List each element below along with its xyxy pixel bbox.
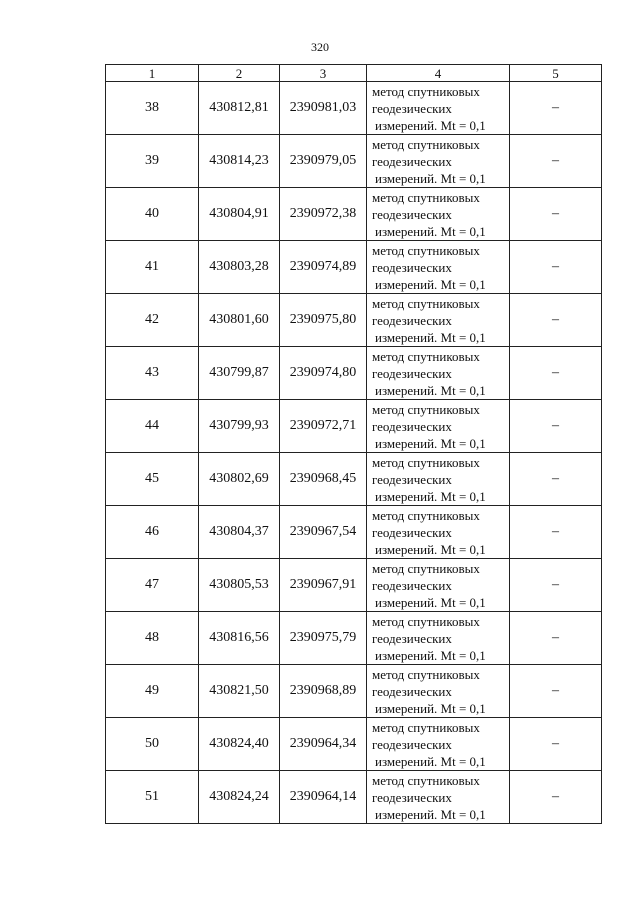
method-cell <box>367 241 510 294</box>
y-coordinate-cell: 2390979,05 <box>280 135 367 188</box>
point-number-cell: 51 <box>106 771 199 824</box>
method-cell <box>367 82 510 135</box>
x-coordinate-cell: 430804,91 <box>199 188 280 241</box>
method-line: геодезических <box>372 100 452 116</box>
method-line: измерений. Mt = 0,1 <box>375 170 486 186</box>
y-coordinate-cell: 2390967,54 <box>280 506 367 559</box>
method-cell <box>367 347 510 400</box>
point-number-cell: 43 <box>106 347 199 400</box>
method-line: измерений. Mt = 0,1 <box>375 541 486 557</box>
method-line: метод спутниковых <box>372 136 480 152</box>
method-line: метод спутниковых <box>372 242 480 258</box>
table-row <box>106 665 602 718</box>
y-coordinate-cell: 2390975,80 <box>280 294 367 347</box>
note-cell: – <box>510 135 602 188</box>
x-coordinate-cell: 430804,37 <box>199 506 280 559</box>
method-line: геодезических <box>372 524 452 540</box>
table-row <box>106 188 602 241</box>
method-line: измерений. Mt = 0,1 <box>375 806 486 822</box>
x-coordinate-cell: 430805,53 <box>199 559 280 612</box>
page-number: 320 <box>311 40 329 54</box>
method-line: измерений. Mt = 0,1 <box>375 435 486 451</box>
column-header-5: 5 <box>510 65 602 82</box>
note-cell: – <box>510 188 602 241</box>
note-cell: – <box>510 241 602 294</box>
x-coordinate-cell: 430803,28 <box>199 241 280 294</box>
method-cell <box>367 718 510 771</box>
y-coordinate-cell: 2390981,03 <box>280 82 367 135</box>
note-cell: – <box>510 453 602 506</box>
table-row <box>106 135 602 188</box>
method-line: измерений. Mt = 0,1 <box>375 382 486 398</box>
x-coordinate-cell: 430814,23 <box>199 135 280 188</box>
column-header-1: 1 <box>106 65 199 82</box>
method-cell <box>367 559 510 612</box>
table-row <box>106 400 602 453</box>
method-line: метод спутниковых <box>372 189 480 205</box>
y-coordinate-cell: 2390972,38 <box>280 188 367 241</box>
table-row <box>106 718 602 771</box>
x-coordinate-cell: 430802,69 <box>199 453 280 506</box>
method-line: измерений. Mt = 0,1 <box>375 647 486 663</box>
method-line: геодезических <box>372 683 452 699</box>
table-body <box>106 82 602 824</box>
point-number-cell: 46 <box>106 506 199 559</box>
point-number-cell: 47 <box>106 559 199 612</box>
x-coordinate-cell: 430816,56 <box>199 612 280 665</box>
point-number-cell: 49 <box>106 665 199 718</box>
note-cell: – <box>510 347 602 400</box>
point-number-cell: 40 <box>106 188 199 241</box>
method-line: геодезических <box>372 736 452 752</box>
note-cell: – <box>510 294 602 347</box>
y-coordinate-cell: 2390964,14 <box>280 771 367 824</box>
method-cell <box>367 771 510 824</box>
method-line: метод спутниковых <box>372 613 480 629</box>
method-line: геодезических <box>372 577 452 593</box>
method-cell <box>367 612 510 665</box>
point-number-cell: 38 <box>106 82 199 135</box>
note-cell: – <box>510 559 602 612</box>
method-line: измерений. Mt = 0,1 <box>375 594 486 610</box>
method-cell <box>367 188 510 241</box>
method-line: метод спутниковых <box>372 454 480 470</box>
method-line: метод спутниковых <box>372 507 480 523</box>
method-line: геодезических <box>372 471 452 487</box>
point-number-cell: 42 <box>106 294 199 347</box>
note-cell: – <box>510 665 602 718</box>
note-cell: – <box>510 506 602 559</box>
method-cell <box>367 506 510 559</box>
x-coordinate-cell: 430799,87 <box>199 347 280 400</box>
note-cell: – <box>510 718 602 771</box>
y-coordinate-cell: 2390974,89 <box>280 241 367 294</box>
table-row <box>106 612 602 665</box>
x-coordinate-cell: 430824,24 <box>199 771 280 824</box>
method-line: геодезических <box>372 153 452 169</box>
y-coordinate-cell: 2390968,45 <box>280 453 367 506</box>
method-cell <box>367 665 510 718</box>
x-coordinate-cell: 430799,93 <box>199 400 280 453</box>
method-line: метод спутниковых <box>372 772 480 788</box>
y-coordinate-cell: 2390974,80 <box>280 347 367 400</box>
table-row <box>106 241 602 294</box>
x-coordinate-cell: 430812,81 <box>199 82 280 135</box>
point-number-cell: 48 <box>106 612 199 665</box>
table-row <box>106 559 602 612</box>
table-row <box>106 506 602 559</box>
method-line: метод спутниковых <box>372 295 480 311</box>
point-number-cell: 39 <box>106 135 199 188</box>
column-header-3: 3 <box>280 65 367 82</box>
method-line: измерений. Mt = 0,1 <box>375 223 486 239</box>
method-line: геодезических <box>372 312 452 328</box>
point-number-cell: 41 <box>106 241 199 294</box>
method-line: измерений. Mt = 0,1 <box>375 329 486 345</box>
method-line: измерений. Mt = 0,1 <box>375 753 486 769</box>
x-coordinate-cell: 430824,40 <box>199 718 280 771</box>
method-line: измерений. Mt = 0,1 <box>375 488 486 504</box>
table-row <box>106 771 602 824</box>
point-number-cell: 45 <box>106 453 199 506</box>
coordinates-table <box>105 64 602 824</box>
method-line: геодезических <box>372 789 452 805</box>
method-cell <box>367 294 510 347</box>
method-line: метод спутниковых <box>372 560 480 576</box>
point-number-cell: 50 <box>106 718 199 771</box>
method-line: измерений. Mt = 0,1 <box>375 276 486 292</box>
method-line: измерений. Mt = 0,1 <box>375 700 486 716</box>
y-coordinate-cell: 2390968,89 <box>280 665 367 718</box>
method-line: метод спутниковых <box>372 719 480 735</box>
method-line: геодезических <box>372 418 452 434</box>
method-line: геодезических <box>372 365 452 381</box>
x-coordinate-cell: 430821,50 <box>199 665 280 718</box>
note-cell: – <box>510 400 602 453</box>
table-header-row <box>106 65 602 82</box>
column-header-2: 2 <box>199 65 280 82</box>
method-cell <box>367 453 510 506</box>
method-line: метод спутниковых <box>372 666 480 682</box>
method-line: геодезических <box>372 630 452 646</box>
column-header-4: 4 <box>367 65 510 82</box>
method-line: измерений. Mt = 0,1 <box>375 117 486 133</box>
method-line: метод спутниковых <box>372 348 480 364</box>
method-line: геодезических <box>372 259 452 275</box>
note-cell: – <box>510 612 602 665</box>
method-cell <box>367 400 510 453</box>
x-coordinate-cell: 430801,60 <box>199 294 280 347</box>
table-row <box>106 82 602 135</box>
y-coordinate-cell: 2390964,34 <box>280 718 367 771</box>
y-coordinate-cell: 2390972,71 <box>280 400 367 453</box>
table-row <box>106 294 602 347</box>
y-coordinate-cell: 2390967,91 <box>280 559 367 612</box>
table-row <box>106 347 602 400</box>
method-line: метод спутниковых <box>372 401 480 417</box>
table-row <box>106 453 602 506</box>
note-cell: – <box>510 771 602 824</box>
method-line: метод спутниковых <box>372 83 480 99</box>
method-cell <box>367 135 510 188</box>
note-cell: – <box>510 82 602 135</box>
method-line: геодезических <box>372 206 452 222</box>
y-coordinate-cell: 2390975,79 <box>280 612 367 665</box>
point-number-cell: 44 <box>106 400 199 453</box>
